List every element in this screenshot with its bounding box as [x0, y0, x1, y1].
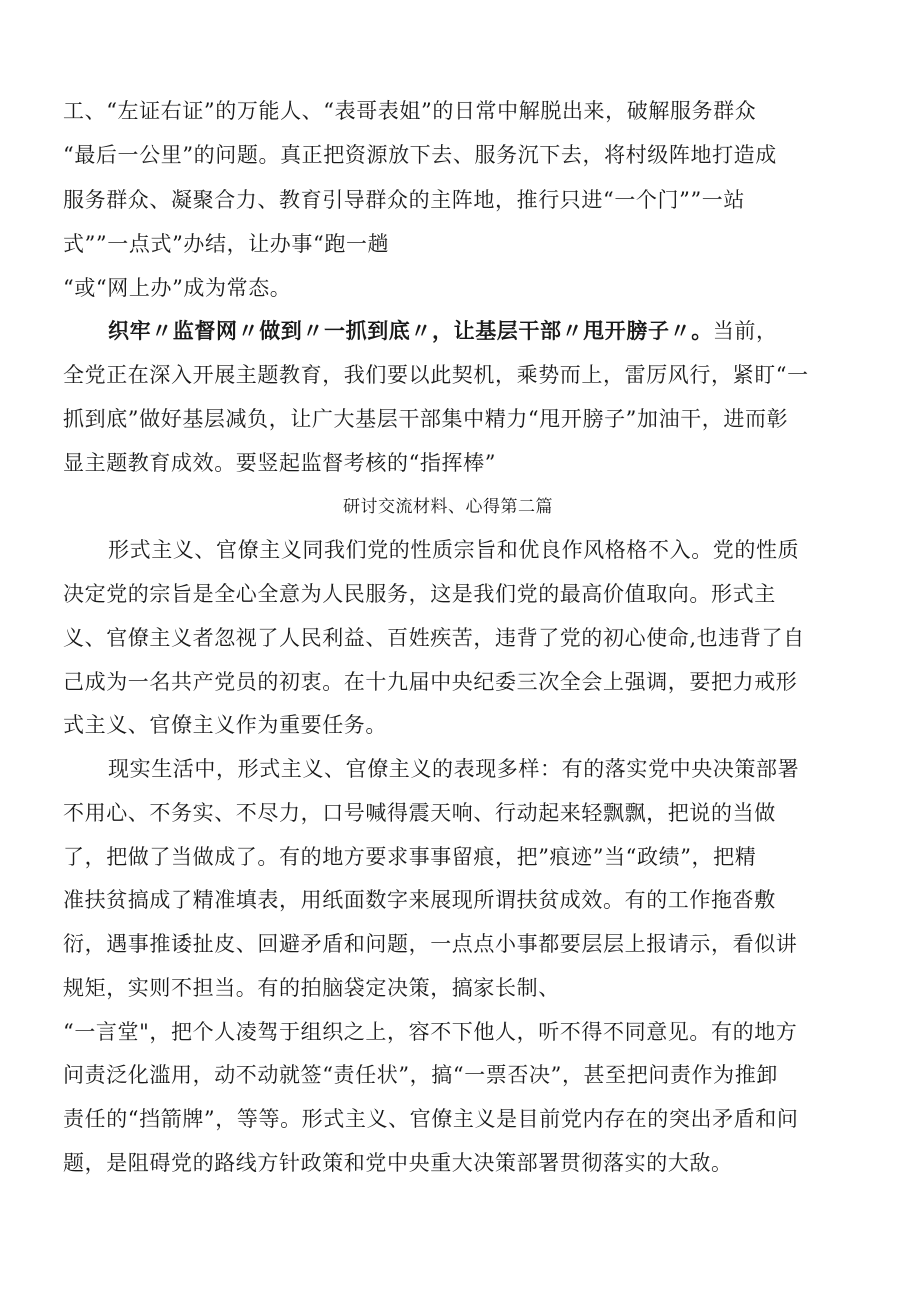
paragraph-line: 规矩，实则不担当。有的拍脑袋定决策，搞家长制、: [63, 976, 560, 1000]
paragraph-line: 式主义、官僚主义作为重要任务。: [63, 713, 387, 737]
paragraph-line: 显主题教育成效。要竖起监督考核的“指挥棒”: [63, 451, 497, 475]
paragraph-line: “或“网上办”成为常态。: [63, 276, 292, 300]
paragraph-lead-line: [108, 316, 778, 346]
paragraph-line: 责任的“挡箭牌”，等等。形式主义、官僚主义是目前党内存在的突出矛盾和问: [63, 1107, 799, 1131]
paragraph-line: 服务群众、凝聚合力、教育引导群众的主阵地，推行只进“一个门””一站: [63, 188, 746, 212]
paragraph-line: 问责泛化滥用，动不动就签“责任状”，搞“一票否决”，甚至把问责作为推卸: [63, 1063, 778, 1087]
paragraph-line: 不用心、不务实、不尽力，口号喊得震天响、行动起来轻飘飘，把说的当做: [63, 801, 776, 825]
paragraph-line: 全党正在深入开展主题教育，我们要以此契机，乘势而上，雷厉风行，紧盯“一: [63, 363, 809, 387]
paragraph-line: 了，把做了当做成了。有的地方要求事事留痕，把”痕迹”当“政绩”，把精: [63, 845, 757, 869]
bold-heading: 织牢〃监督网〃做到〃一抓到底〃，让基层干部〃甩开膀子〃。: [108, 319, 713, 343]
paragraph-line: 工、“左证右证”的万能人、“表哥表姐”的日常中解脱出来，破解服务群众: [63, 99, 757, 123]
paragraph-line: 现实生活中，形式主义、官僚主义的表现多样：有的落实党中央决策部署: [108, 757, 800, 781]
paragraph-line: 形式主义、官僚主义同我们党的性质宗旨和优良作风格格不入。党的性质: [108, 538, 800, 562]
paragraph-line: 义、官僚主义者忽视了人民利益、百姓疾苦，违背了党的初心使命,也违背了自: [63, 626, 805, 650]
paragraph-line: 己成为一名共产党员的初衷。在十九届中央纪委三次全会上强调，要把力戒形: [63, 670, 798, 694]
lead-tail-text: 当前，: [712, 319, 778, 343]
paragraph-line: “最后一公里”的问题。真正把资源放下去、服务沉下去，将村级阵地打造成: [63, 143, 777, 167]
paragraph-line: “一言堂"，把个人凌驾于组织之上，容不下他人，听不得不同意见。有的地方: [63, 1020, 798, 1044]
section-title: 研讨交流材料、心得第二篇: [343, 497, 553, 517]
paragraph-line: 抓到底”做好基层减负，让广大基层干部集中精力“甩开膀子”加油干，进而彰: [63, 407, 789, 431]
paragraph-line: 决定党的宗旨是全心全意为人民服务，这是我们党的最高价值取向。形式主: [63, 582, 776, 606]
paragraph-line: 式””一点式”办结，让办事“跑一趟: [63, 232, 390, 256]
paragraph-line: 衍，遇事推诿扯皮、回避矛盾和问题，一点点小事都要层层上报请示，看似讲: [63, 932, 798, 956]
paragraph-line: 准扶贫搞成了精准填表，用纸面数字来展现所谓扶贫成效。有的工作拖沓敷: [63, 888, 776, 912]
paragraph-line: 题，是阻碍党的路线方针政策和党中央重大决策部署贯彻落实的大敌。: [63, 1151, 733, 1175]
